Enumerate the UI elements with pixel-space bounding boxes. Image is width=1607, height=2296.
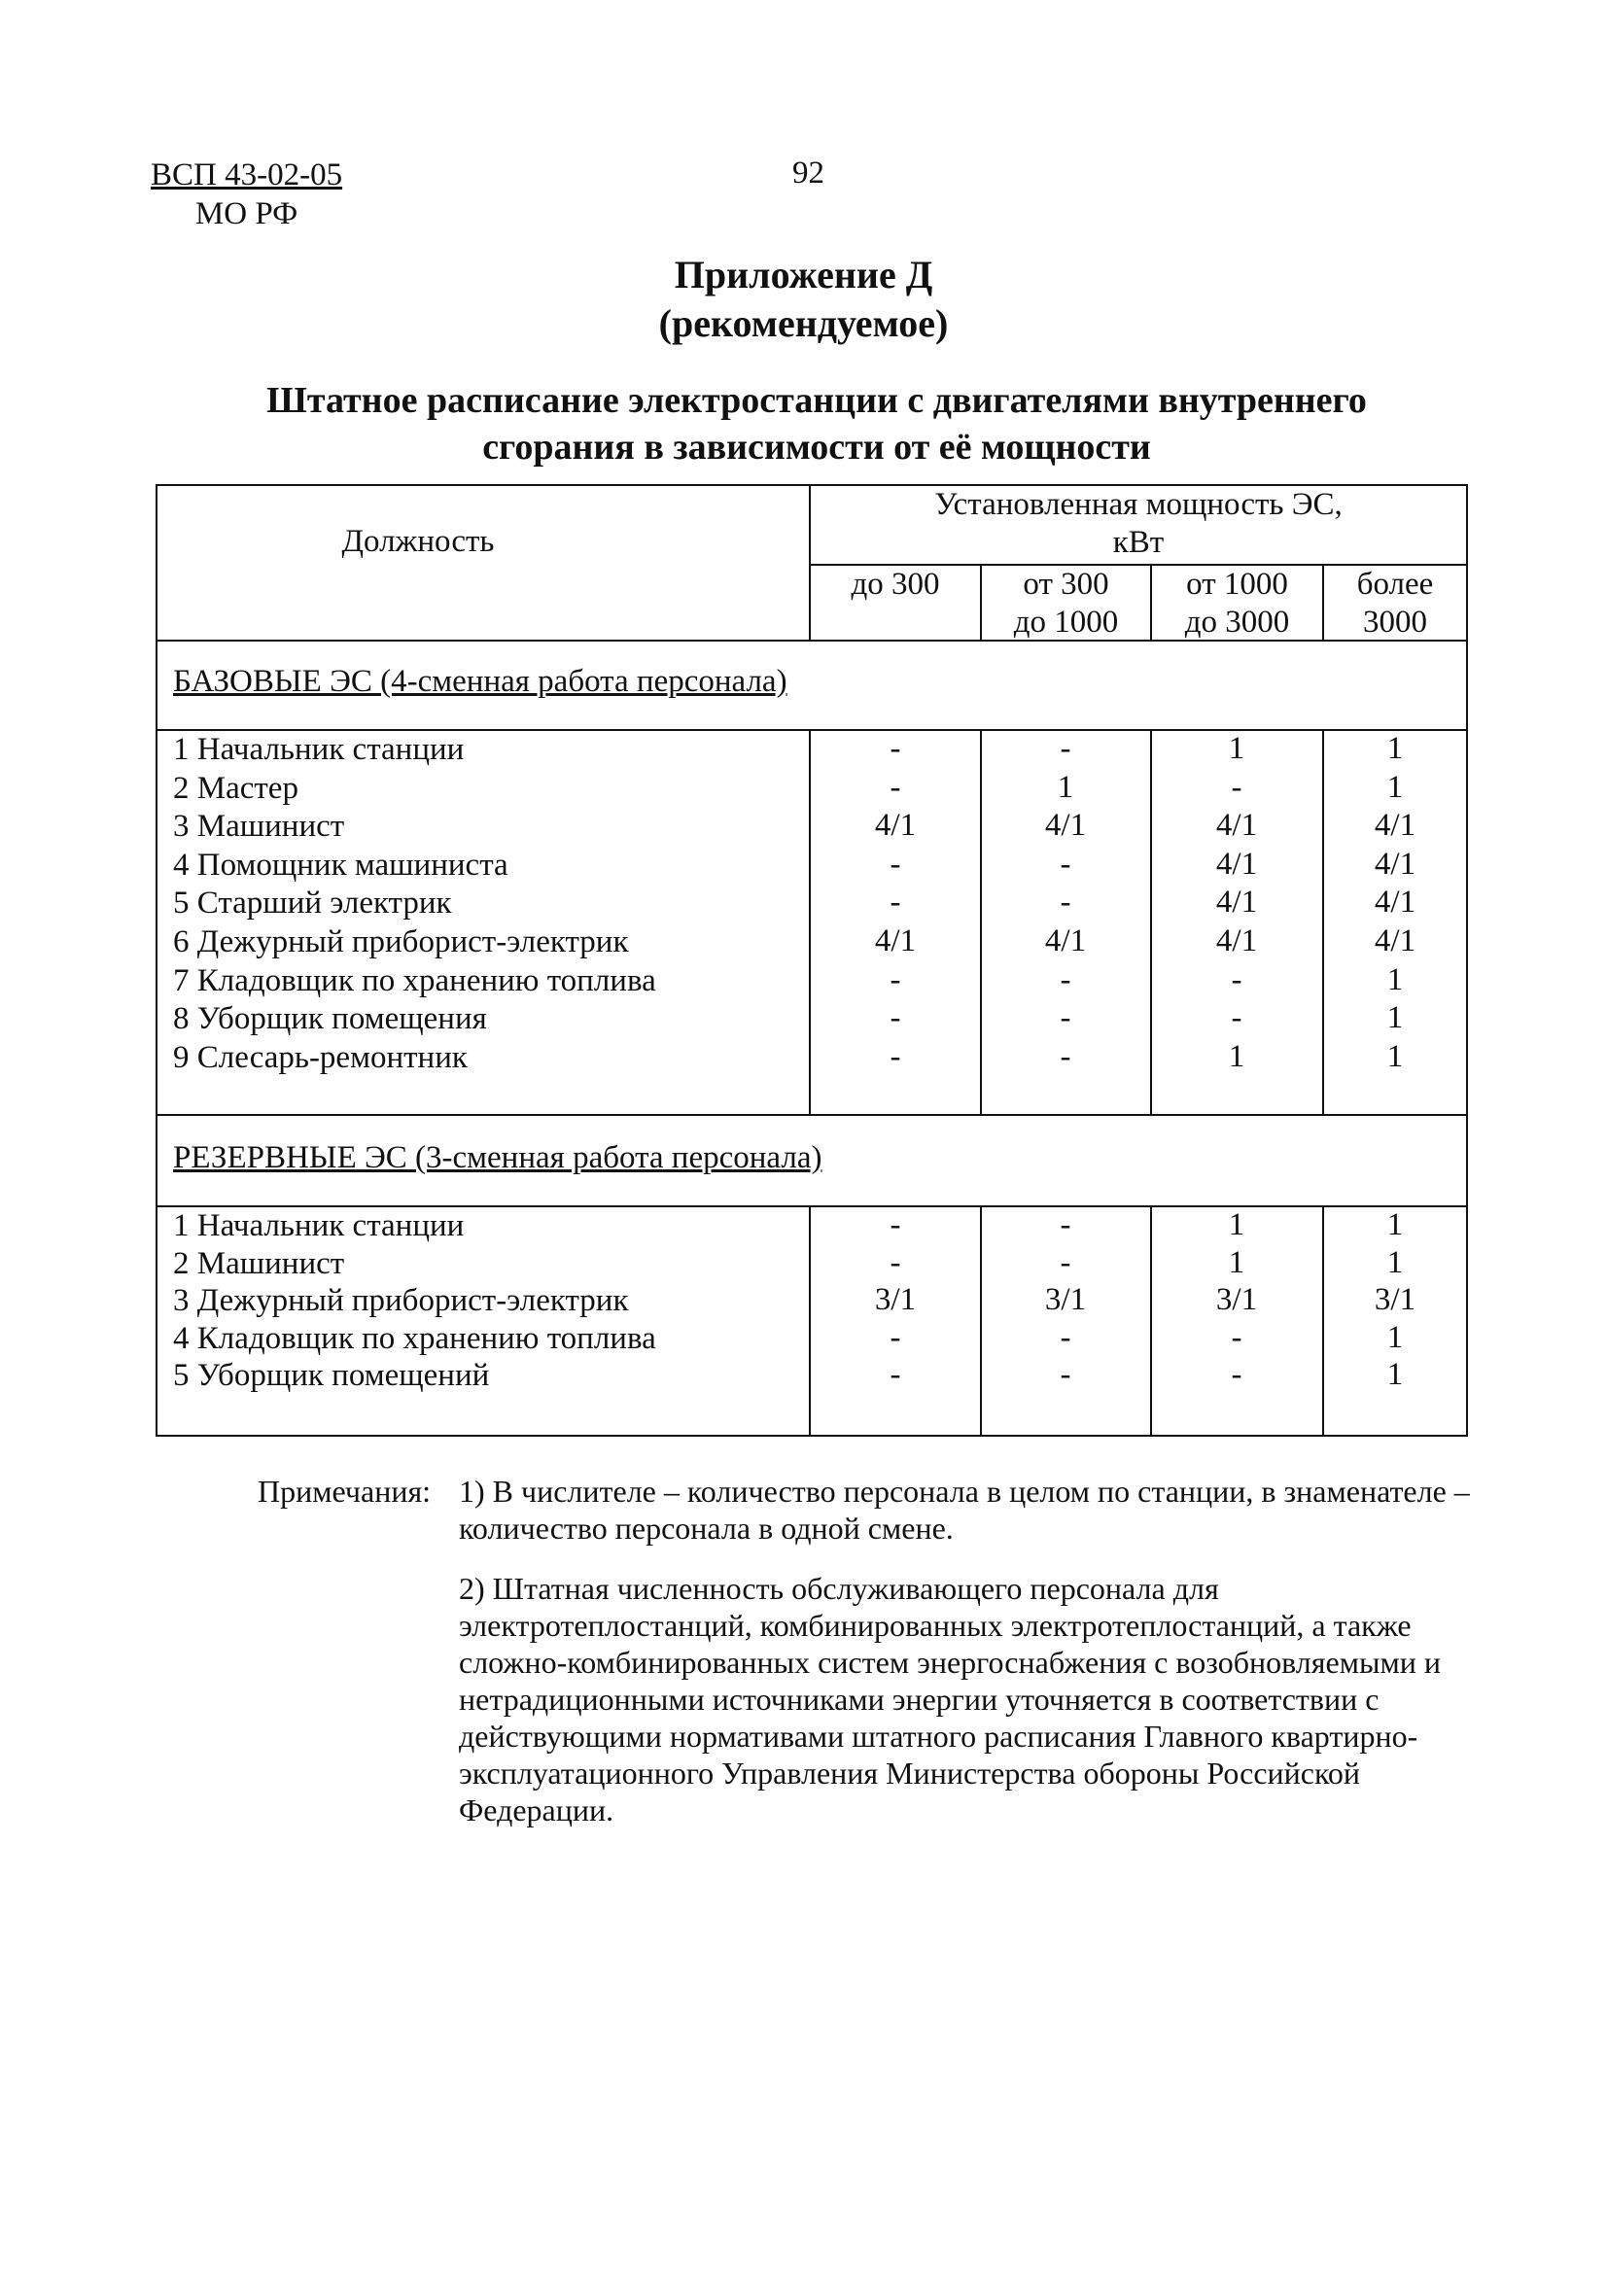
staff-count-cell: 1	[1228, 1207, 1245, 1242]
staff-count-cell: -	[1060, 1244, 1071, 1280]
staff-count-cell: 1	[1386, 1038, 1404, 1074]
staff-count-cell: -	[1231, 1319, 1242, 1355]
document-code-number: ВСП 43-02-05	[151, 157, 343, 192]
staff-count-cell: 1	[1386, 1244, 1404, 1280]
staff-schedule-table	[156, 484, 1468, 1437]
staff-count-cell: 1	[1228, 1244, 1245, 1280]
position-name: 6 Дежурный приборист-электрик	[173, 924, 629, 959]
staff-count-cell: 4/1	[874, 923, 917, 958]
staff-count-cell: 4/1	[1374, 885, 1416, 921]
staff-count-cell: 4/1	[1215, 846, 1258, 882]
base-col-divider-1	[980, 729, 982, 1114]
position-name: 2 Машинист	[173, 1245, 345, 1281]
staff-count-cell: -	[1231, 961, 1242, 997]
power-col-4-line2: 3000	[1363, 605, 1427, 640]
table-heading-line1: Штатное расписание электростанции с двигателями внутреннего	[266, 380, 1367, 421]
staff-count-cell: 1	[1386, 1319, 1404, 1355]
reserve-col-divider-0	[809, 1205, 811, 1435]
staff-count-cell: -	[890, 731, 901, 766]
staff-count-cell: -	[1060, 1000, 1071, 1036]
base-col-divider-0	[809, 729, 811, 1114]
appendix-title	[0, 251, 1607, 348]
staff-count-cell: 4/1	[874, 808, 917, 844]
staff-count-cell: -	[890, 1038, 901, 1074]
staff-count-cell: 4/1	[1215, 923, 1258, 958]
staff-count-cell: -	[890, 961, 901, 997]
staff-count-cell: -	[1060, 1038, 1071, 1074]
staff-count-cell: -	[1060, 961, 1071, 997]
staff-count-cell: 3/1	[1215, 1282, 1258, 1317]
staff-count-cell: -	[890, 1244, 901, 1280]
power-col-2-header	[982, 566, 1150, 642]
staff-count-cell: -	[1060, 1207, 1071, 1242]
power-col-1-header	[811, 566, 980, 604]
staff-count-cell: 3/1	[1044, 1282, 1087, 1317]
note-1: 1) В числителе – количество персонала в целом по станции, в знаменателе – количество персонала в одной смене.	[459, 1474, 1470, 1546]
staff-count-cell: 1	[1057, 769, 1074, 805]
staff-count-cell: 4/1	[1215, 885, 1258, 921]
staff-count-cell: 1	[1386, 961, 1404, 997]
staff-count-cell: 4/1	[1215, 808, 1258, 844]
staff-count-cell: -	[890, 1319, 901, 1355]
staff-count-cell: -	[890, 1000, 901, 1036]
power-header-line1: Установленная мощность ЭС,	[934, 487, 1343, 522]
staff-count-cell: -	[890, 769, 901, 805]
position-name: 7 Кладовщик по хранению топлива	[173, 962, 656, 998]
position-name: 2 Мастер	[173, 770, 298, 806]
base-section-title: БАЗОВЫЕ ЭС (4-сменная работа персонала)	[173, 664, 787, 699]
power-header-line2: кВт	[1112, 525, 1165, 560]
power-header	[811, 486, 1466, 562]
staff-count-cell: -	[1060, 1319, 1071, 1355]
power-col-4-header	[1324, 566, 1466, 642]
staff-count-cell: 4/1	[1044, 808, 1087, 844]
table-heading-line2: сгорания в зависимости от её мощности	[482, 427, 1151, 468]
table-heading	[165, 377, 1468, 470]
position-column-header: Должность	[341, 524, 495, 559]
page-number: 92	[792, 156, 824, 191]
staff-count-cell: -	[1060, 846, 1071, 882]
table-border-left	[156, 484, 157, 1437]
staff-count-cell: -	[1231, 769, 1242, 805]
base-rows-bottom-line	[156, 1114, 1468, 1116]
staff-count-cell: 1	[1386, 1000, 1404, 1036]
power-col-3-line2: до 3000	[1184, 605, 1290, 640]
position-name: 3 Дежурный приборист-электрик	[173, 1283, 629, 1318]
power-col-4-line1: более	[1356, 567, 1434, 602]
power-col-3-line1: от 1000	[1186, 567, 1288, 602]
staff-count-cell: -	[1231, 1357, 1242, 1392]
staff-count-cell: 3/1	[874, 1282, 917, 1317]
staff-count-cell: 4/1	[1374, 846, 1416, 882]
reserve-section-title: РЕЗЕРВНЫЕ ЭС (3-сменная работа персонала)	[173, 1140, 822, 1175]
notes-label: Примечания:	[258, 1474, 432, 1509]
staff-count-cell: 1	[1228, 731, 1245, 766]
staff-count-cell: 1	[1228, 1038, 1245, 1074]
document-code-issuer: МО РФ	[194, 196, 298, 231]
base-col-divider-2	[1150, 729, 1152, 1114]
staff-count-cell: 4/1	[1374, 808, 1416, 844]
staff-count-cell: 1	[1386, 1207, 1404, 1242]
staff-count-cell: -	[1060, 731, 1071, 766]
power-col-2-line2: до 1000	[1013, 605, 1119, 640]
staff-count-cell: 4/1	[1374, 923, 1416, 958]
reserve-col-divider-2	[1150, 1205, 1152, 1435]
table-border-bottom	[156, 1435, 1468, 1437]
staff-count-cell: -	[1060, 885, 1071, 921]
position-name: 3 Машинист	[173, 809, 345, 845]
staff-count-cell: -	[890, 885, 901, 921]
position-name: 4 Помощник машиниста	[173, 847, 508, 883]
appendix-subtitle: (рекомендуемое)	[658, 301, 949, 345]
staff-count-cell: 3/1	[1374, 1282, 1416, 1317]
power-col-3-header	[1152, 566, 1322, 642]
staff-count-cell: 1	[1386, 731, 1404, 766]
position-name: 9 Слесарь-ремонтник	[173, 1039, 468, 1075]
staff-count-cell: -	[890, 1207, 901, 1242]
position-name: 5 Уборщик помещений	[173, 1358, 490, 1393]
position-name: 5 Старший электрик	[173, 886, 452, 922]
staff-count-cell: -	[1060, 1357, 1071, 1392]
reserve-col-divider-1	[980, 1205, 982, 1435]
staff-count-cell: -	[890, 846, 901, 882]
document-code	[151, 156, 342, 233]
power-col-1-line1: до 300	[851, 567, 940, 602]
position-name: 1 Начальник станции	[173, 1208, 465, 1243]
position-name: 8 Уборщик помещения	[173, 1001, 487, 1037]
staff-count-cell: 1	[1386, 1357, 1404, 1392]
power-col-2-line1: от 300	[1023, 567, 1109, 602]
staff-count-cell: -	[890, 1357, 901, 1392]
position-name: 4 Кладовщик по хранению топлива	[173, 1320, 656, 1356]
staff-count-cell: -	[1231, 1000, 1242, 1036]
note-2: 2) Штатная численность обслуживающего персонала для электротеплостанций, комбинированных электротеплостанций, а также сложно-комбинированных систем энергоснабжения с возобновляемыми и нетрадиционными источниками энергии уточняется в соответствии с действующими нормативами штатного расписания Главного квартирно-эксплуатационного Управления Министерства обороны Российской Федерации.	[459, 1571, 1441, 1827]
staff-count-cell: 4/1	[1044, 923, 1087, 958]
position-name: 1 Начальник станции	[173, 732, 465, 767]
staff-count-cell: 1	[1386, 769, 1404, 805]
appendix-title-line: Приложение Д	[674, 253, 933, 296]
